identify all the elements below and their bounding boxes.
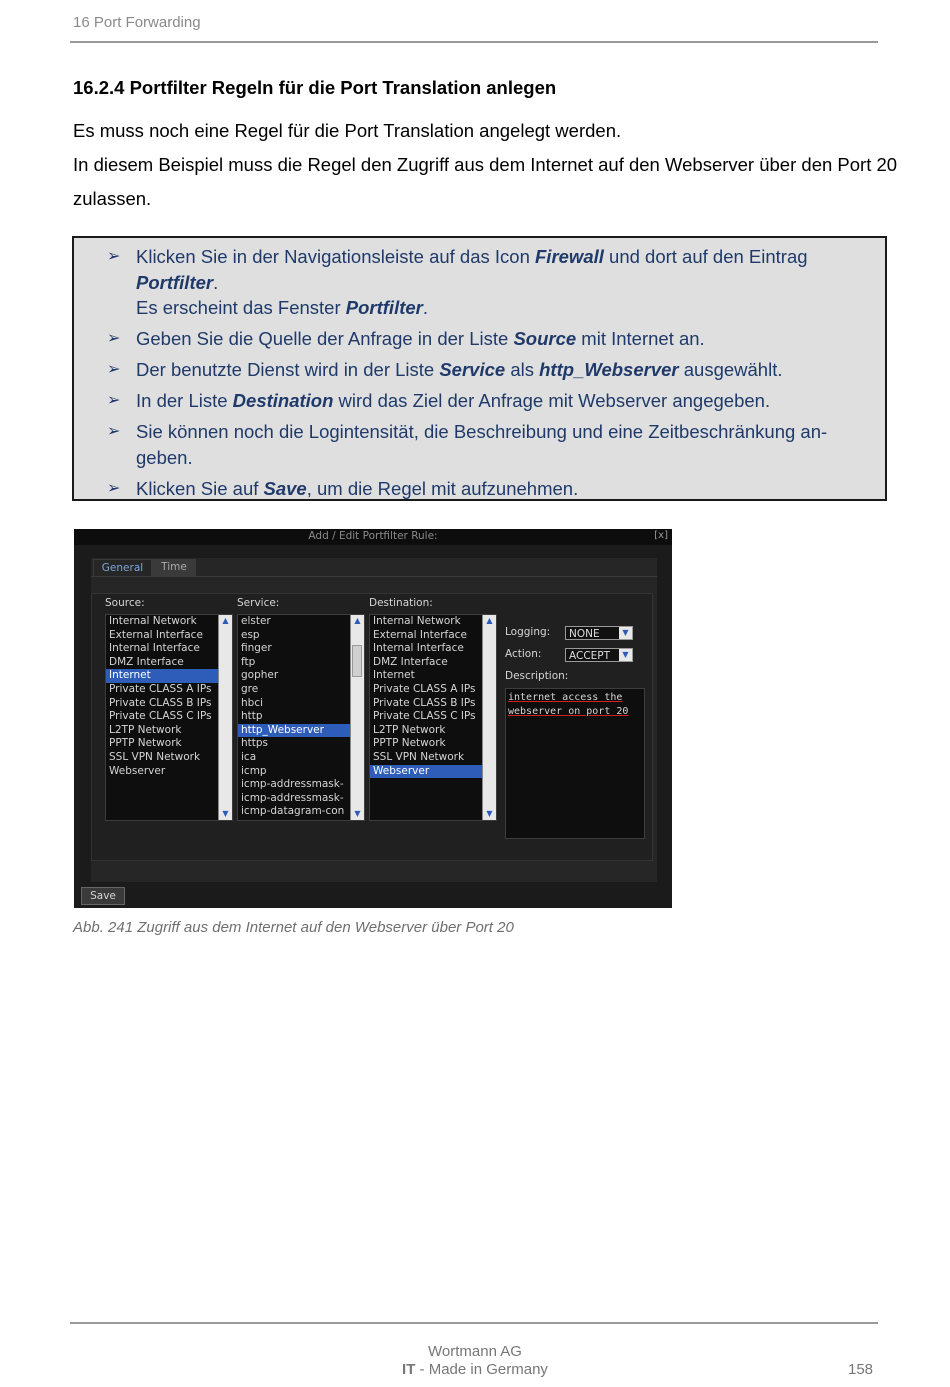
- description-textarea[interactable]: [505, 688, 645, 839]
- close-icon[interactable]: [x]: [654, 530, 668, 541]
- list-item[interactable]: Internet: [373, 669, 415, 682]
- step-text: .: [422, 297, 428, 318]
- footer-slogan: [0, 1361, 950, 1378]
- logging-value: NONE: [569, 628, 600, 640]
- dialog-title: Add / Edit Portfilter Rule:: [308, 530, 438, 542]
- action-value: ACCEPT: [569, 650, 611, 662]
- dialog-titlebar: [74, 529, 672, 545]
- list-item[interactable]: Private CLASS C IPs: [109, 710, 212, 723]
- chevron-down-icon[interactable]: ▼: [619, 627, 632, 639]
- page-number: 158: [848, 1361, 874, 1378]
- list-item[interactable]: icmp: [241, 764, 267, 777]
- list-item[interactable]: esp: [241, 628, 260, 641]
- list-item[interactable]: SSL VPN Network: [373, 750, 465, 763]
- step-text: Sie können noch die Logintensität, die Beschreibung und eine Zeitbeschränkung an-geben.: [136, 421, 828, 468]
- list-item[interactable]: DMZ Interface: [373, 655, 448, 668]
- list-item[interactable]: gopher: [241, 669, 279, 682]
- list-item[interactable]: Internal Network: [109, 615, 197, 627]
- list-item[interactable]: hbci: [241, 696, 264, 709]
- tab-divider: [91, 576, 657, 577]
- logging-select[interactable]: [565, 626, 633, 640]
- arrow-bullet-icon: ➢: [107, 480, 121, 497]
- chevron-down-icon[interactable]: ▼: [619, 649, 632, 661]
- scroll-thumb[interactable]: [352, 645, 362, 677]
- save-button[interactable]: Save: [81, 887, 125, 905]
- list-item[interactable]: Webserver: [109, 764, 166, 777]
- step-text: ausgewählt.: [678, 359, 783, 380]
- footer-slogan-bold: IT: [402, 1361, 416, 1378]
- source-label: Source:: [105, 597, 145, 609]
- list-item[interactable]: Private CLASS B IPs: [109, 696, 212, 709]
- header-rule: [70, 41, 878, 43]
- scroll-down-icon[interactable]: ▼: [354, 809, 361, 818]
- step-text: .: [213, 271, 219, 293]
- step-text: , um die Regel mit aufzunehmen.: [306, 478, 579, 499]
- arrow-bullet-icon: ➢: [107, 330, 121, 347]
- figure-caption: Abb. 241 Zugriff aus dem Internet auf den Webserver über Port 20: [73, 919, 514, 936]
- arrow-bullet-icon: ➢: [107, 423, 121, 440]
- arrow-bullet-icon: ➢: [107, 248, 121, 265]
- list-item[interactable]: ica: [241, 750, 257, 763]
- step-text: Geben Sie die Quelle der Anfrage in der Liste: [136, 328, 514, 349]
- list-item[interactable]: https: [241, 737, 269, 750]
- list-item[interactable]: Private CLASS A IPs: [109, 682, 212, 695]
- destination-items: [370, 615, 496, 778]
- instruction-box: [72, 236, 887, 501]
- step-emphasis: Source: [513, 328, 577, 349]
- list-item[interactable]: PPTP Network: [109, 737, 182, 750]
- step-text: Es erscheint das Fenster: [136, 297, 346, 318]
- step-text: In der Liste: [136, 390, 233, 411]
- section-title: 16.2.4 Portfilter Regeln für die Port Translation anlegen: [73, 77, 557, 98]
- source-items: [106, 615, 232, 778]
- list-item[interactable]: Internal Network: [373, 615, 461, 627]
- action-select[interactable]: [565, 648, 633, 662]
- scroll-up-icon[interactable]: ▲: [354, 616, 361, 625]
- running-header: 16 Port Forwarding: [73, 14, 201, 31]
- step-emphasis: Portfilter: [136, 271, 214, 293]
- step-text: Der benutzte Dienst wird in der Liste: [136, 359, 440, 380]
- list-item[interactable]: ftp: [241, 655, 256, 668]
- intro-paragraph: [73, 114, 903, 216]
- step-text: mit Internet an.: [576, 328, 705, 349]
- step-text: und dort auf den Eintrag: [603, 246, 808, 267]
- arrow-bullet-icon: ➢: [107, 361, 121, 378]
- portfilter-dialog-screenshot: [74, 529, 672, 908]
- scroll-up-icon[interactable]: ▲: [222, 616, 229, 625]
- step-text: Klicken Sie in der Navigationsleiste auf das Icon: [136, 246, 535, 267]
- list-item[interactable]: Internal Interface: [109, 642, 200, 655]
- step-emphasis: Firewall: [535, 246, 604, 267]
- list-item[interactable]: icmp-addressmask-: [241, 778, 344, 791]
- service-scrollbar[interactable]: [350, 615, 364, 820]
- intro-line-2: In diesem Beispiel muss die Regel den Zugriff aus dem Internet auf den Webserver über den Port 20 zulassen.: [73, 154, 898, 209]
- source-scrollbar[interactable]: [218, 615, 232, 820]
- list-item[interactable]: http: [241, 710, 263, 723]
- list-item[interactable]: Internet: [106, 669, 232, 683]
- source-list[interactable]: [105, 614, 233, 821]
- scroll-down-icon[interactable]: ▼: [486, 809, 493, 818]
- list-item[interactable]: Private CLASS B IPs: [373, 696, 476, 709]
- description-line-1: internet access the: [508, 692, 623, 703]
- step-text: als: [505, 359, 540, 380]
- action-label: Action:: [505, 648, 542, 660]
- destination-label: Destination:: [369, 597, 433, 609]
- list-item[interactable]: PPTP Network: [373, 737, 446, 750]
- service-items: [238, 615, 364, 819]
- list-item[interactable]: icmp-datagram-con: [241, 805, 345, 818]
- list-item[interactable]: Private CLASS C IPs: [373, 710, 476, 723]
- arrow-bullet-icon: ➢: [107, 392, 121, 409]
- list-item[interactable]: DMZ Interface: [109, 655, 184, 668]
- list-item[interactable]: Webserver: [370, 765, 496, 779]
- destination-list[interactable]: [369, 614, 497, 821]
- list-item[interactable]: finger: [241, 642, 272, 655]
- step-text: Klicken Sie auf: [136, 478, 264, 499]
- step-emphasis: Save: [263, 478, 307, 499]
- list-item[interactable]: gre: [241, 682, 259, 695]
- scroll-down-icon[interactable]: ▼: [222, 809, 229, 818]
- list-item[interactable]: L2TP Network: [109, 723, 182, 736]
- tab-general[interactable]: General: [93, 559, 152, 577]
- list-item[interactable]: SSL VPN Network: [109, 750, 201, 763]
- list-item[interactable]: Private CLASS A IPs: [373, 682, 476, 695]
- step-emphasis: Service: [439, 359, 506, 380]
- list-item[interactable]: Internal Interface: [373, 642, 464, 655]
- service-label: Service:: [237, 597, 280, 609]
- list-item[interactable]: http_Webserver: [238, 724, 364, 738]
- scroll-up-icon[interactable]: ▲: [486, 616, 493, 625]
- footer-company: Wortmann AG: [428, 1343, 522, 1360]
- list-item[interactable]: elster: [241, 615, 271, 627]
- destination-scrollbar[interactable]: [482, 615, 496, 820]
- step-emphasis: http_Webserver: [539, 359, 679, 380]
- footer-slogan-text: - Made in Germany: [415, 1361, 548, 1378]
- description-line-2: webserver on port 20: [508, 706, 629, 717]
- tab-time[interactable]: Time: [152, 559, 196, 576]
- step-emphasis: Portfilter: [345, 297, 423, 318]
- intro-line-1: Es muss noch eine Regel für die Port Translation angelegt werden.: [73, 120, 622, 141]
- list-item[interactable]: External Interface: [109, 628, 203, 641]
- step-emphasis: Destination: [232, 390, 334, 411]
- list-item[interactable]: External Interface: [373, 628, 467, 641]
- logging-label: Logging:: [505, 626, 551, 638]
- step-text: wird das Ziel der Anfrage mit Webserver angegeben.: [333, 390, 771, 411]
- list-item[interactable]: icmp-addressmask-: [241, 791, 344, 804]
- footer-rule: [70, 1322, 878, 1324]
- list-item[interactable]: L2TP Network: [373, 723, 446, 736]
- service-list[interactable]: [237, 614, 365, 821]
- description-label: Description:: [505, 670, 569, 682]
